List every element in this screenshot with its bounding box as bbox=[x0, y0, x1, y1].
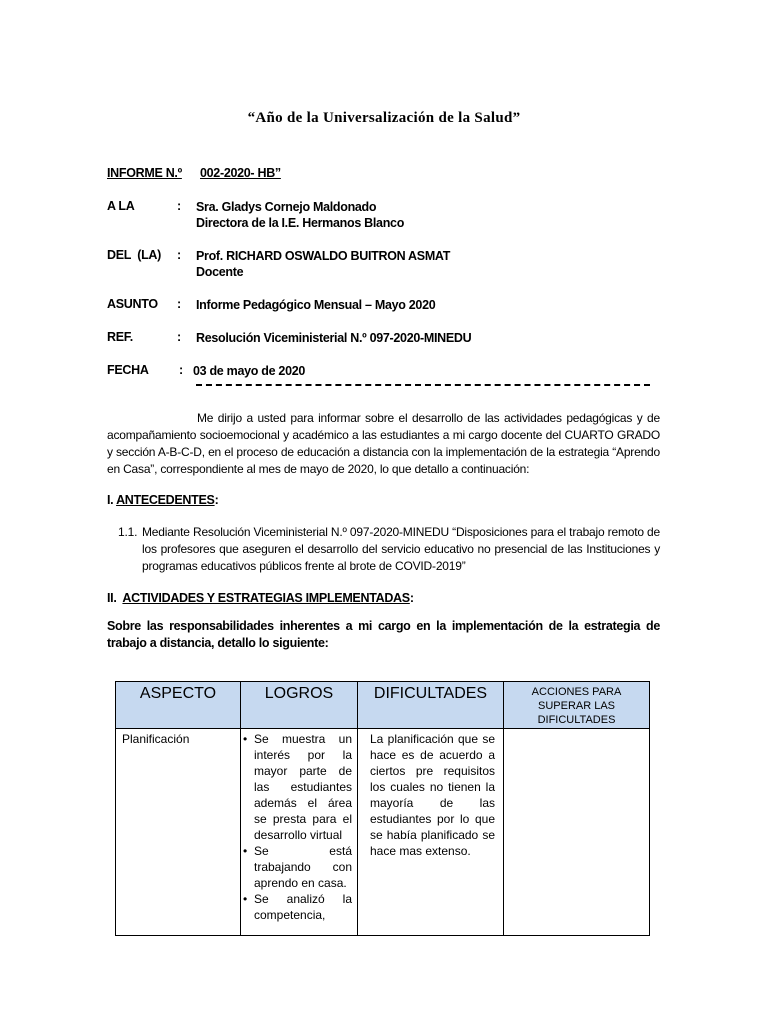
section-title: ANTECEDENTES bbox=[116, 493, 215, 507]
informe-number-line bbox=[107, 166, 281, 180]
separator-rule bbox=[196, 384, 650, 386]
subject-text: Informe Pedagógico Mensual – Mayo 2020 bbox=[196, 298, 436, 312]
sender-title: Docente bbox=[196, 265, 244, 279]
intro-paragraph bbox=[107, 410, 660, 478]
section-title: ACTIVIDADES Y ESTRATEGIAS IMPLEMENTADAS bbox=[122, 591, 410, 605]
header-colon: : bbox=[177, 330, 181, 344]
table-row bbox=[116, 729, 650, 936]
header-logros: LOGROS bbox=[241, 682, 358, 729]
section-antecedentes-heading bbox=[107, 493, 218, 507]
header-label: ASUNTO bbox=[107, 297, 158, 311]
date-text: 03 de mayo de 2020 bbox=[193, 364, 306, 378]
section-number: I. bbox=[107, 493, 114, 507]
header-label: DEL (LA) bbox=[107, 248, 162, 262]
header-colon: : bbox=[177, 297, 181, 311]
informe-number: 002-2020- HB” bbox=[200, 166, 281, 180]
item-number: 1.1. bbox=[118, 525, 138, 539]
table-header-row bbox=[116, 682, 650, 729]
header-value bbox=[196, 248, 450, 280]
reference-text: Resolución Viceministerial N.º 097-2020-MINEDU bbox=[196, 331, 472, 345]
activities-table bbox=[115, 681, 650, 936]
responsibilities-paragraph: Sobre las responsabilidades inherentes a mi cargo en la implementación de la estrategia de trabajo a distancia, detallo lo siguiente: bbox=[107, 619, 660, 650]
sender-name: Prof. RICHARD OSWALDO BUITRON ASMAT bbox=[196, 249, 451, 263]
list-item: • Se analizó la competencia, bbox=[246, 891, 352, 923]
header-label: REF. bbox=[107, 330, 133, 344]
header-colon: : bbox=[179, 363, 183, 377]
cell-acciones bbox=[504, 729, 650, 936]
item-text: Mediante Resolución Viceministerial N.º 097-2020-MINEDU “Disposiciones para el trabajo remoto de los profesores que aseguren el desarrollo del servicio educativo no presencial de las Instituciones y programas educativos públicos frente al brote de COVID-2019” bbox=[142, 525, 660, 573]
header-value bbox=[196, 330, 471, 346]
cell-aspecto: Planificación bbox=[116, 729, 241, 936]
cell-dificultades: La planificación que se hace es de acuerdo a ciertos pre requisitos los cuales no tienen la mayoría de las estudiantes por lo que se había planificado se hace mas extenso. bbox=[358, 729, 504, 936]
recipient-title: Directora de la I.E. Hermanos Blanco bbox=[196, 216, 405, 230]
header-value bbox=[196, 199, 404, 231]
recipient-name: Sra. Gladys Cornejo Maldonado bbox=[196, 200, 377, 214]
informe-label: INFORME N.º bbox=[107, 166, 182, 180]
section-actividades-heading bbox=[107, 591, 414, 605]
header-value bbox=[193, 363, 305, 379]
section-colon: : bbox=[214, 493, 219, 507]
header-value bbox=[196, 297, 435, 313]
list-item: • Se está trabajando con aprendo en casa. bbox=[246, 843, 352, 891]
header-label: FECHA bbox=[107, 363, 149, 377]
header-aspecto: ASPECTO bbox=[116, 682, 241, 729]
header-colon: : bbox=[177, 248, 181, 262]
year-motto: “Año de la Universalización de la Salud” bbox=[247, 110, 521, 126]
header-dificultades: DIFICULTADES bbox=[358, 682, 504, 729]
header-acciones: ACCIONES PARA SUPERAR LAS DIFICULTADES bbox=[504, 682, 650, 729]
antecedent-item bbox=[118, 524, 660, 575]
header-label: A LA bbox=[107, 199, 135, 213]
section-number: II. bbox=[107, 591, 117, 605]
list-item: • Se muestra un interés por la mayor parte de las estudiantes además el área se presta para el desarrollo virtual bbox=[246, 731, 352, 843]
header-colon: : bbox=[177, 199, 181, 213]
cell-logros bbox=[241, 729, 358, 936]
intro-text: Me dirijo a usted para informar sobre el desarrollo de las actividades pedagógicas y de acompañamiento socioemocional y académico a las estudiantes a mi cargo docente del CUARTO GRADO y sección A-B-C-D, en el proceso de educación a distancia con la implementación de la estrategia “Aprendo en Casa”, correspondiente al mes de mayo de 2020, lo que detallo a continuación: bbox=[107, 411, 660, 476]
section-colon: : bbox=[409, 591, 414, 605]
